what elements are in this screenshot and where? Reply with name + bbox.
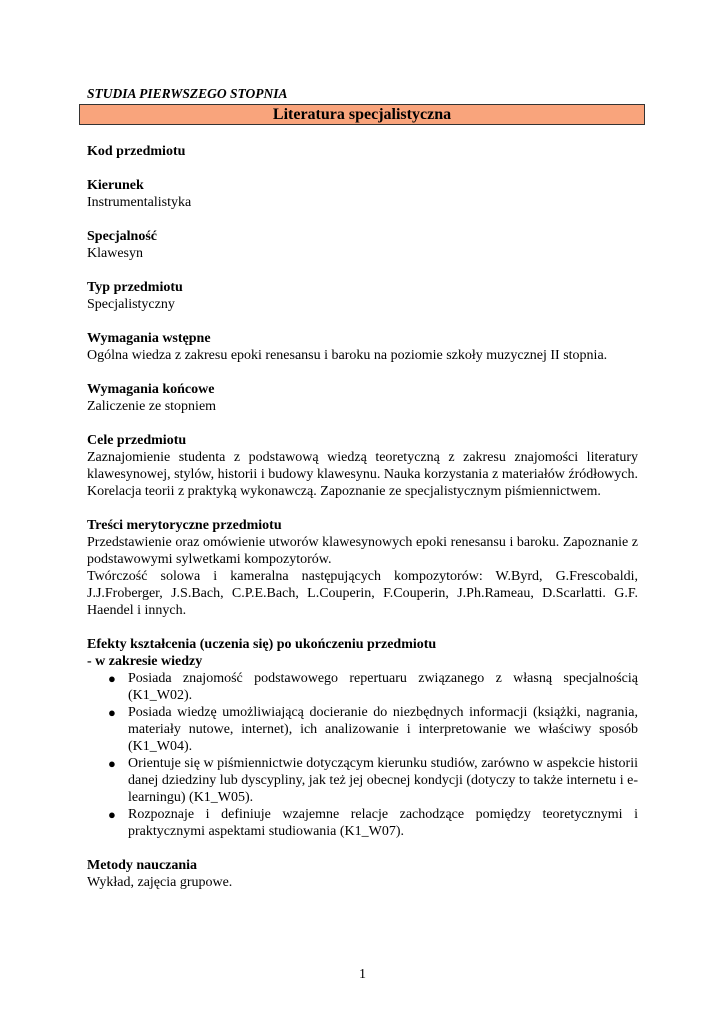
section-value: Specjalistyczny bbox=[87, 297, 175, 312]
section-metody bbox=[87, 857, 638, 891]
section-value: Zaliczenie ze stopniem bbox=[87, 399, 217, 414]
section-specjalnosc bbox=[87, 228, 638, 262]
study-level-label: STUDIA PIERWSZEGO STOPNIA bbox=[87, 86, 288, 101]
section-heading: Metody nauczania bbox=[87, 858, 198, 873]
list-item-text: Orientuje się w piśmiennictwie dotyczącym kierunku studiów, zarówno w aspekcie historii danej dziedziny lub dyscypliny, jak też jej obecnej kondycji (dotyczy to także internetu i e-learningu) (K1_W05). bbox=[128, 756, 638, 805]
section-efekty bbox=[87, 636, 638, 840]
section-heading: Wymagania końcowe bbox=[87, 382, 215, 397]
bullet-icon: ● bbox=[108, 756, 116, 771]
section-typ bbox=[87, 279, 638, 313]
section-cele bbox=[87, 432, 638, 500]
section-heading: Specjalność bbox=[87, 229, 157, 244]
section-kierunek bbox=[87, 177, 638, 211]
outcomes-list bbox=[87, 670, 638, 840]
bullet-icon: ● bbox=[108, 671, 116, 686]
list-item bbox=[87, 806, 638, 840]
section-heading: Kierunek bbox=[87, 178, 144, 193]
section-value: Zaznajomienie studenta z podstawową wiedzą teoretyczną z zakresu znajomości literatury klawesynowej, stylów, historii i budowy klawesynu. Nauka korzystania z materiałów źródłowych. Korelacja teorii z praktyką wykonawczą. Zapoznanie ze specjalistycznym piśmiennictwem. bbox=[87, 450, 638, 499]
list-item-text: Rozpoznaje i definiuje wzajemne relacje zachodzące pomiędzy teoretycznymi i praktycznymi aspektami studiowania (K1_W07). bbox=[128, 807, 638, 839]
list-item bbox=[87, 704, 638, 755]
course-title: Literatura specjalistyczna bbox=[79, 104, 645, 125]
section-value: Instrumentalistyka bbox=[87, 195, 192, 210]
section-heading: Wymagania wstępne bbox=[87, 331, 211, 346]
section-paragraph: Twórczość solowa i kameralna następujących kompozytorów: W.Byrd, G.Frescobaldi, J.J.Froberger, J.S.Bach, C.P.E.Bach, L.Couperin, F.Couperin, J.Ph.Rameau, D.Scarlatti. G.F. Haendel i innych. bbox=[87, 569, 638, 618]
section-heading: Typ przedmiotu bbox=[87, 280, 183, 295]
section-wymagania-wstepne bbox=[87, 330, 638, 364]
section-tresci bbox=[87, 517, 638, 619]
bullet-icon: ● bbox=[108, 807, 116, 822]
section-wymagania-koncowe bbox=[87, 381, 638, 415]
section-heading: Treści merytoryczne przedmiotu bbox=[87, 518, 282, 533]
section-subheading: - w zakresie wiedzy bbox=[87, 654, 203, 669]
section-value: Wykład, zajęcia grupowe. bbox=[87, 875, 233, 890]
document-body bbox=[87, 143, 638, 908]
section-heading: Efekty kształcenia (uczenia się) po ukończeniu przedmiotu bbox=[87, 637, 437, 652]
section-kod bbox=[87, 143, 638, 160]
list-item-text: Posiada znajomość podstawowego repertuaru związanego z własną specjalnością (K1_W02). bbox=[128, 671, 638, 703]
page-number: 1 bbox=[359, 967, 366, 982]
list-item bbox=[87, 670, 638, 704]
bullet-icon: ● bbox=[108, 705, 116, 720]
list-item bbox=[87, 755, 638, 806]
list-item-text: Posiada wiedzę umożliwiającą docieranie do niezbędnych informacji (książki, nagrania, materiały nutowe, internet), ich analizowanie i interpretowanie we właściwy sposób (K1_W04). bbox=[128, 705, 638, 754]
section-heading: Kod przedmiotu bbox=[87, 144, 186, 159]
section-value: Ogólna wiedza z zakresu epoki renesansu i baroku na poziomie szkoły muzycznej II stopnia. bbox=[87, 348, 608, 363]
section-value: Klawesyn bbox=[87, 246, 143, 261]
section-heading: Cele przedmiotu bbox=[87, 433, 187, 448]
section-paragraph: Przedstawienie oraz omówienie utworów klawesynowych epoki renesansu i baroku. Zapoznanie z podstawowymi sylwetkami kompozytorów. bbox=[87, 535, 638, 567]
